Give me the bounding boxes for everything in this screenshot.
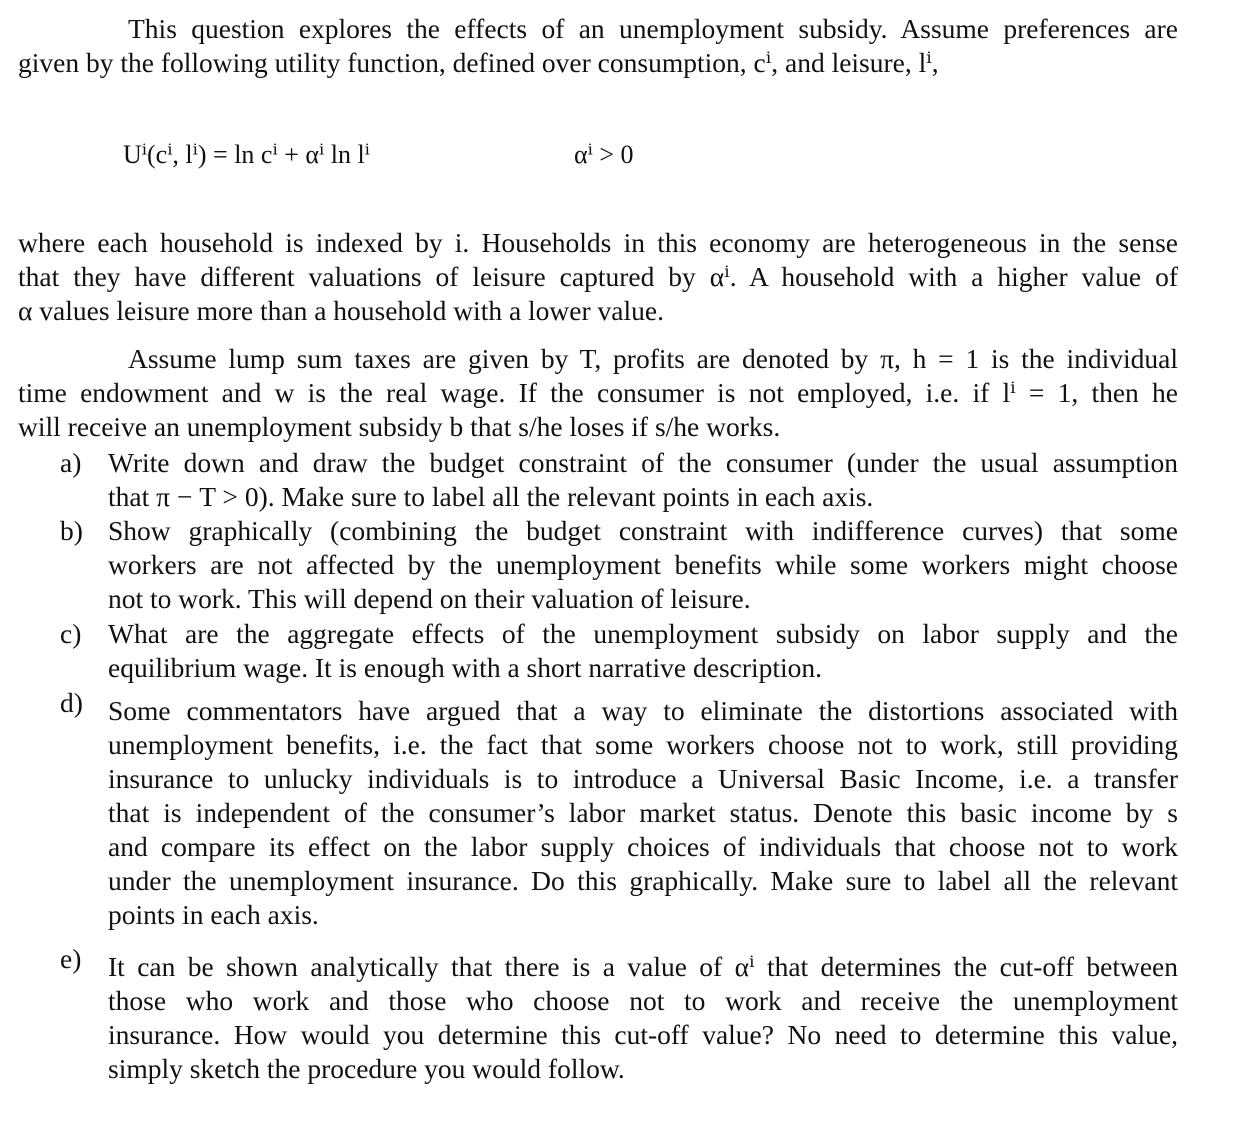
para3-line-2: time endowment and w is the real wage. If the consumer is not employed, i.e. if lⁱ = 1, then he <box>18 377 1178 408</box>
question-line: Write down and draw the budget constraint of the consumer (under the usual assumption <box>108 447 1178 478</box>
heterogeneity-paragraph <box>18 226 1178 328</box>
question-body <box>108 694 1178 932</box>
question-line: Show graphically (combining the budget constraint with indifference curves) that some <box>108 515 1178 546</box>
question-line: that π − T > 0). Make sure to label all the relevant points in each axis. <box>108 481 874 512</box>
question-line: workers are not affected by the unemployment benefits while some workers might choose <box>108 549 1178 580</box>
question-line: insurance to unlucky individuals is to introduce a Universal Basic Income, i.e. a transfer <box>108 763 1178 794</box>
question-label: b) <box>60 515 83 546</box>
intro-paragraph <box>18 12 1178 80</box>
question-line: Some commentators have argued that a way to eliminate the distortions associated with <box>108 695 1178 726</box>
question-label: c) <box>60 618 82 649</box>
question-body <box>108 446 1178 514</box>
question-label: d) <box>60 687 83 718</box>
para3-line-1: Assume lump sum taxes are given by T, profits are denoted by π, h = 1 is the individual <box>128 343 1178 374</box>
question-line: simply sketch the procedure you would follow. <box>108 1053 625 1084</box>
alpha-condition: αⁱ > 0 <box>574 140 634 169</box>
utility-formula: Uⁱ(cⁱ, lⁱ) = ln cⁱ + αⁱ ln lⁱ <box>123 140 370 169</box>
intro-line-2: given by the following utility function, defined over consumption, cⁱ, and leisure, lⁱ, <box>18 47 939 78</box>
question-line: and compare its effect on the labor supply choices of individuals that choose not to work <box>108 831 1178 862</box>
question-line: under the unemployment insurance. Do this graphically. Make sure to label all the relevant <box>108 865 1178 896</box>
intro-line-1: This question explores the effects of an unemployment subsidy. Assume preferences are <box>128 13 1178 44</box>
question-line: equilibrium wage. It is enough with a short narrative description. <box>108 652 823 683</box>
question-line: those who work and those who choose not to work and receive the unemployment <box>108 985 1178 1016</box>
question-line: unemployment benefits, i.e. the fact that some workers choose not to work, still providing <box>108 729 1178 760</box>
question-line: What are the aggregate effects of the unemployment subsidy on labor supply and the <box>108 618 1178 649</box>
question-body <box>108 617 1178 685</box>
assumptions-paragraph <box>18 342 1178 444</box>
para2-line-1: where each household is indexed by i. Households in this economy are heterogeneous in the sense <box>18 227 1178 258</box>
question-label: a) <box>60 447 82 478</box>
question-line: not to work. This will depend on their valuation of leisure. <box>108 583 751 614</box>
para2-line-2: that they have different valuations of leisure captured by αⁱ. A household with a higher value of <box>18 261 1178 292</box>
para3-line-3: will receive an unemployment subsidy b that s/he loses if s/he works. <box>18 411 781 442</box>
question-label: e) <box>60 943 82 974</box>
para2-line-3: α values leisure more than a household with a lower value. <box>18 295 664 326</box>
question-line: insurance. How would you determine this cut-off value? No need to determine this value, <box>108 1019 1178 1050</box>
question-line: It can be shown analytically that there is a value of αⁱ that determines the cut-off between <box>108 951 1178 982</box>
question-body <box>108 950 1178 1086</box>
question-body <box>108 514 1178 616</box>
question-line: that is independent of the consumer’s labor market status. Denote this basic income by s <box>108 797 1178 828</box>
question-line: points in each axis. <box>108 899 319 930</box>
